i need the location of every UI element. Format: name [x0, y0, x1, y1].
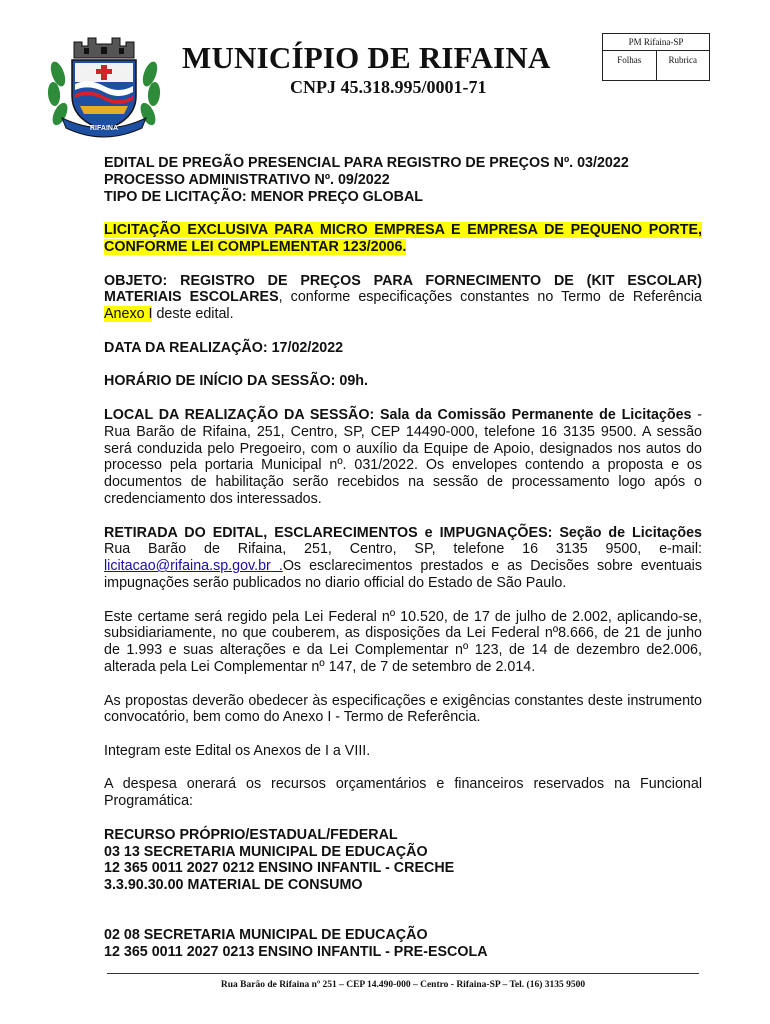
edital-heading	[104, 155, 702, 205]
processo-line: PROCESSO ADMINISTRATIVO Nº. 09/2022	[104, 171, 390, 188]
email-link[interactable]: licitacao@rifaina.sp.gov.br	[104, 558, 271, 575]
objeto-paragraph	[104, 273, 702, 323]
lei-paragraph: Este certame será regido pela Lei Federal nº 10.520, de 17 de julho de 2.002, aplicando-se, subsidiariamente, no que couberem, as disposições da Lei Federal nº8.666, de 21 de junho de 1.993 e suas alterações e da Lei Complementar nº 123, de 14 de dezembro de2.006, alterada pela Lei Complementar nº 147, de 7 de setembro de 2.014.	[104, 608, 702, 675]
local-bold: LOCAL DA REALIZAÇÃO DA SESSÃO: Sala da Comissão Permanente de Licitações	[104, 406, 692, 423]
data-realizacao: DATA DA REALIZAÇÃO: 17/02/2022	[104, 339, 344, 356]
propostas-paragraph: As propostas deverão obedecer às especificações e exigências constantes deste instrumento convocatório, bem como do Anexo I - Termo de Referência.	[104, 692, 702, 726]
recurso-line: 12 365 0011 2027 0213 ENSINO INFANTIL - PRE-ESCOLA	[104, 943, 488, 960]
recurso-line: 03 13 SECRETARIA MUNICIPAL DE EDUCAÇÃO	[104, 843, 428, 860]
stamp-rubrica: Rubrica	[656, 51, 710, 80]
email-link-tail: .	[270, 558, 283, 575]
recursos-block-2	[104, 927, 702, 961]
recurso-line: 12 365 0011 2027 0212 ENSINO INFANTIL - CRECHE	[104, 860, 455, 877]
despesa-paragraph: A despesa onerará os recursos orçamentários e financeiros reservados na Funcional Programática:	[104, 776, 702, 810]
anexo-highlight: Anexo I	[104, 306, 153, 323]
objeto-text: , conforme especificações constantes no Termo de Referência	[278, 289, 703, 306]
stamp-folhas: Folhas	[617, 55, 642, 65]
municipal-crest-icon	[44, 34, 164, 138]
exclusiva-highlight: LICITAÇÃO EXCLUSIVA PARA MICRO EMPRESA E EMPRESA DE PEQUENO PORTE, CONFORME LEI COMPLEMENTAR 123/2006.	[104, 222, 702, 255]
cnpj-number: CNPJ 45.318.995/0001-71	[290, 77, 487, 97]
retirada-bold: RETIRADA DO EDITAL, ESCLARECIMENTOS e IMPUGNAÇÕES: Seção de Licitações	[104, 524, 702, 541]
tipo-licitacao-line: TIPO DE LICITAÇÃO: MENOR PREÇO GLOBAL	[104, 188, 424, 205]
page-stamp-box	[602, 33, 710, 81]
municipality-title: MUNICÍPIO DE RIFAINA	[182, 40, 551, 75]
objeto-text-end: deste edital.	[152, 306, 234, 323]
recurso-line: 3.3.90.30.00 MATERIAL DE CONSUMO	[104, 877, 363, 894]
document-body	[104, 155, 702, 961]
anexos-paragraph: Integram este Edital os Anexos de I a VIII.	[104, 742, 371, 759]
recursos-block-1	[104, 827, 702, 894]
footer-text: Rua Barão de Rifaina nº 251 – CEP 14.490-000 – Centro - Rifaina-SP – Tel. (16) 3135 9500	[220, 980, 586, 990]
edital-line: EDITAL DE PREGÃO PRESENCIAL PARA REGISTRO DE PREÇOS Nº. 03/2022	[104, 155, 629, 171]
retirada-text-end: Os esclarecimentos prestados e as Decisões sobre eventuais impugnações serão publicados no diario official do Estado de São Paulo.	[104, 558, 702, 591]
recurso-line: RECURSO PRÓPRIO/ESTADUAL/FEDERAL	[104, 826, 398, 843]
crest-ribbon-text: RIFAINA	[90, 125, 118, 132]
exclusiva-notice	[104, 222, 702, 256]
footer-divider	[107, 973, 699, 974]
stamp-header: PM Rifaina-SP	[603, 34, 709, 51]
retirada-text: Rua Barão de Rifaina, 251, Centro, SP, telefone 16 3135 9500, e-mail:	[104, 541, 702, 558]
horario-inicio: HORÁRIO DE INÍCIO DA SESSÃO: 09h.	[104, 373, 368, 390]
retirada-paragraph	[104, 525, 702, 592]
footer-address	[0, 980, 770, 990]
recurso-line: 02 08 SECRETARIA MUNICIPAL DE EDUCAÇÃO	[104, 927, 428, 944]
local-paragraph	[104, 407, 702, 508]
letterhead	[0, 0, 770, 140]
objeto-bold: OBJETO: REGISTRO DE PREÇOS PARA FORNECIMENTO DE (KIT ESCOLAR) MATERIAIS ESCOLARES	[104, 272, 702, 306]
local-text: - Rua Barão de Rifaina, 251, Centro, SP, CEP 14490-000, telefone 16 3135 9500. A sessão será conduzida pelo Pregoeiro, com o auxílio da Equipe de Apoio, designados nos autos do processo pela portaria Municipal nº. 031/2022. Os envelopes contendo a proposta e os documentos de habilitação serão recebidos na sessão de processamento logo após o credenciamento dos interessados.	[104, 406, 702, 507]
